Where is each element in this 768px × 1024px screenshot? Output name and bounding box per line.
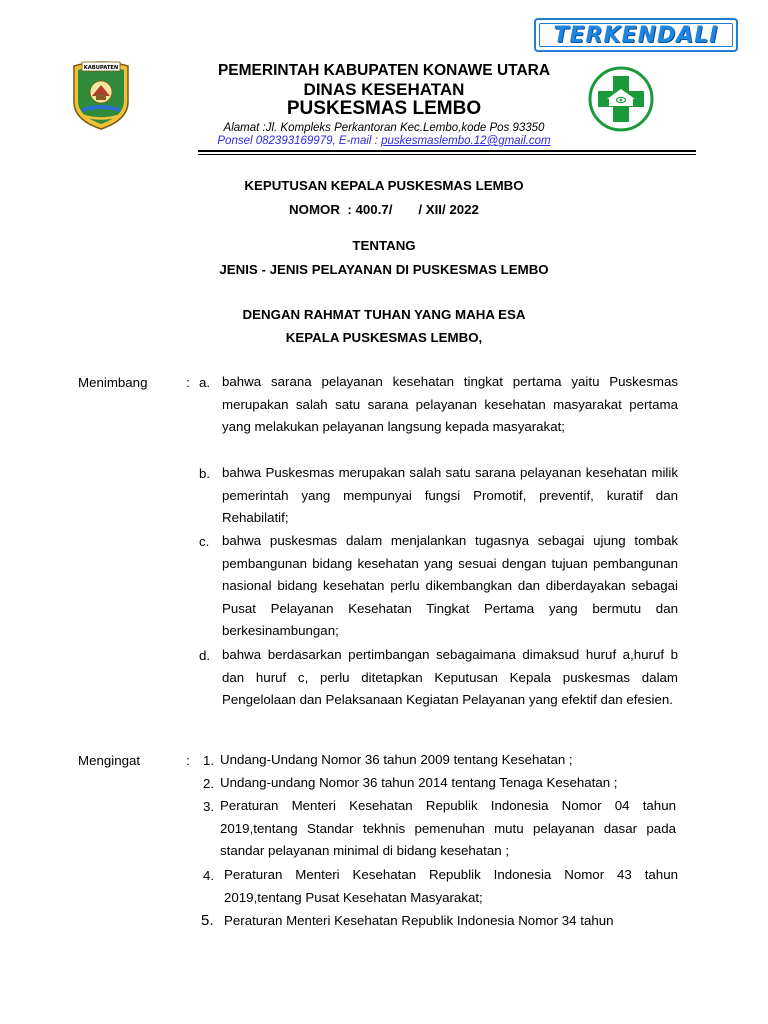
- address-line: Alamat :Jl. Kompleks Perkantoran Kec.Lembo,kode Pos 93350: [223, 122, 545, 134]
- contact-phone: Ponsel 082393169979, E-mail :: [217, 135, 378, 147]
- letterhead-rule-thin: [198, 154, 696, 155]
- decree-subject: JENIS - JENIS PELAYANAN DI PUSKESMAS LEMBO: [219, 262, 549, 277]
- item-marker: 4.: [203, 868, 215, 883]
- legal-basis-item: Undang-Undang Nomor 36 tahun 2009 tentang Kesehatan ;: [220, 752, 573, 767]
- consideration-item: bahwa puskesmas dalam menjalankan tugasnya sebagai ujung tombak pembangunan bidang kesehatan yang sesuai dengan tujuan pembangunan nasional bidang kesehatan perlu dikembangkan dan diberdayakan sebagai Pusat Pelayanan Kesehatan Tingkat Pertama yang bermutu dan berkesinambungan;: [222, 533, 678, 639]
- government-name: PEMERINTAH KABUPATEN KONAWE UTARA: [217, 62, 551, 79]
- grace-line: DENGAN RAHMAT TUHAN YANG MAHA ESA: [242, 307, 526, 322]
- item-marker: 5.: [201, 912, 214, 929]
- stamp-inner-border: [539, 23, 733, 47]
- stamp-text: TERKENDALI: [553, 22, 719, 48]
- emblem-label: KABUPATEN: [83, 65, 119, 71]
- consideration-item: bahwa sarana pelayanan kesehatan tingkat pertama yaitu Puskesmas merupakan salah satu sarana pelayanan kesehatan masyarakat pertama yang melakukan pelayanan langsung kepada masyarakat;: [222, 374, 678, 435]
- regency-emblem-logo: [70, 58, 132, 130]
- contact-line: [150, 135, 618, 147]
- item-marker: a.: [199, 375, 211, 390]
- letterhead-rule-thick: [198, 150, 696, 152]
- legal-basis-item: Peraturan Menteri Kesehatan Republik Indonesia Nomor 43 tahun 2019,tentang Pusat Kesehatan Masyarakat;: [224, 867, 678, 905]
- department-name: DINAS KESEHATAN: [303, 80, 465, 99]
- mengingat-label: Mengingat: [78, 753, 141, 768]
- about-label: TENTANG: [352, 238, 416, 253]
- item-marker: b.: [199, 466, 211, 481]
- legal-basis-item: Peraturan Menteri Kesehatan Republik Indonesia Nomor 04 tahun 2019,tentang Standar tekhnis pemenuhan mutu pelayanan dasar pada standar pelayanan minimal di bidang kesehatan ;: [220, 798, 676, 859]
- item-marker: 2.: [203, 776, 215, 791]
- email-link[interactable]: puskesmaslembo.12@gmail.com: [381, 135, 551, 147]
- decree-title: KEPUTUSAN KEPALA PUSKESMAS LEMBO: [244, 178, 524, 193]
- menimbang-colon: :: [186, 375, 190, 390]
- item-marker: 3.: [203, 799, 215, 814]
- institution-name: PUSKESMAS LEMBO: [286, 98, 482, 119]
- menimbang-label: Menimbang: [78, 375, 148, 390]
- legal-basis-item: Undang-undang Nomor 36 tahun 2014 tentang Tenaga Kesehatan ;: [220, 775, 618, 790]
- authority-line: KEPALA PUSKESMAS LEMBO,: [285, 330, 483, 345]
- legal-basis-item: Peraturan Menteri Kesehatan Republik Indonesia Nomor 34 tahun: [224, 913, 614, 928]
- consideration-item: bahwa berdasarkan pertimbangan sebagaimana dimaksud huruf a,huruf b dan huruf c, perlu ditetapkan Keputusan Kepala puskesmas dalam Pengelolaan dan Pelaksanaan Kegiatan Pelayanan yang efektif dan efesien.: [222, 647, 678, 708]
- consideration-item: bahwa Puskesmas merupakan salah satu sarana pelayanan kesehatan milik pemerintah yang mempunyai fungsi Promotif, preventif, kuratif dan Rehabilatif;: [222, 465, 678, 526]
- item-marker: 1.: [203, 753, 215, 768]
- terkendali-stamp: [534, 18, 738, 52]
- decree-number: NOMOR : 400.7/ / XII/ 2022: [289, 202, 479, 217]
- mengingat-colon: :: [186, 753, 190, 768]
- item-marker: c.: [199, 534, 210, 549]
- item-marker: d.: [199, 648, 211, 663]
